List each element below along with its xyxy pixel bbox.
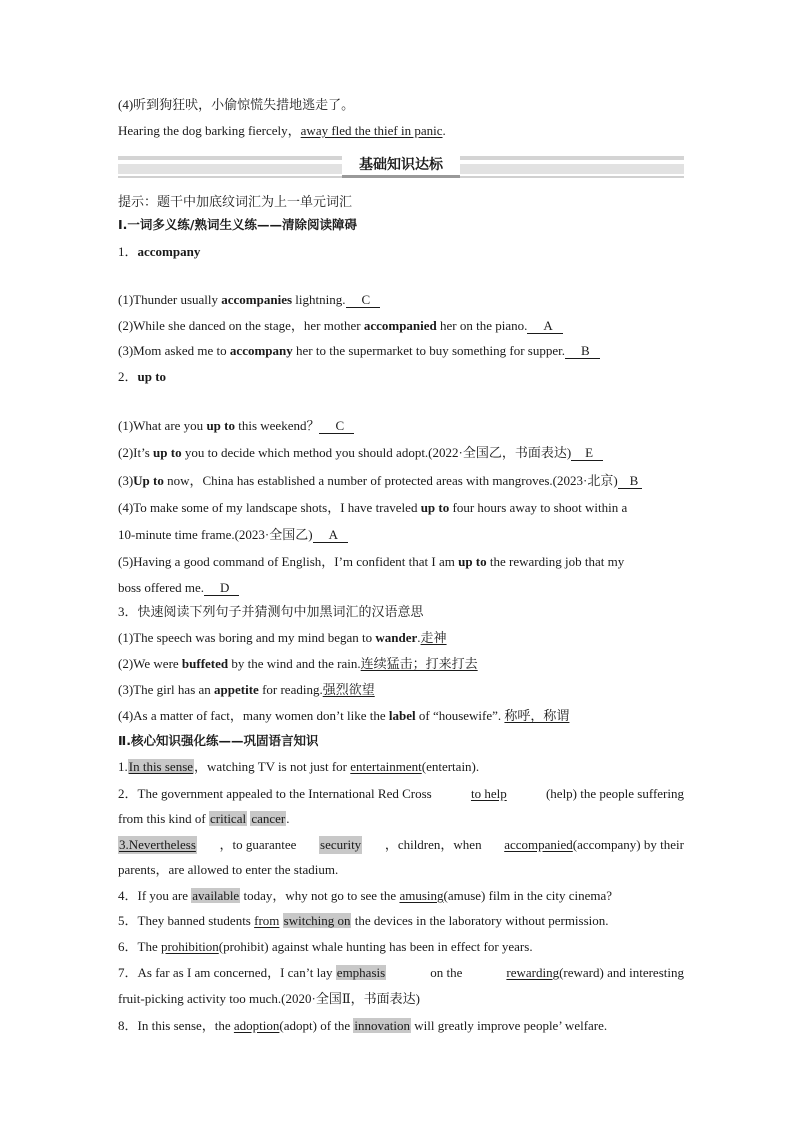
q3-title: 3．快速阅读下列句子并猜测句中加黑词汇的汉语意思	[118, 604, 424, 619]
q3-answer-3: 强烈欲望	[322, 682, 375, 697]
s5: 5．They banned students from switching on the devices in the laboratory without permission.	[118, 913, 609, 928]
q3-answer-1: 走神	[420, 630, 447, 645]
s7-line-1: 7．As far as I am concerned，I can’t lay emphasis on the rewarding(reward) and interesting	[118, 965, 684, 980]
s7-line-2: fruit-picking activity too much.(2020·全国Ⅱ，书面表达)	[118, 991, 421, 1006]
hint-text: 提示：题干中加底纹词汇为上一单元词汇	[118, 194, 353, 209]
q2-item-1: (1)What are you up to this weekend？ C	[118, 417, 684, 435]
q3-answer-2: 连续猛击；打来打去	[360, 656, 478, 671]
part2-title: Ⅱ.核心知识强化练——巩固语言知识	[118, 733, 319, 748]
q1-heading: 1．accompany	[118, 244, 201, 259]
q1-item-1: (1)Thunder usually accompanies lightning. C	[118, 291, 684, 309]
q3-item-2: (2)We were buffeted by the wind and the rain.连续猛击；打来打去	[118, 656, 478, 671]
part1-title: Ⅰ.一词多义练/熟词生义练——清除阅读障碍	[118, 217, 357, 232]
q2-item-2: (2)It’s up to you to decide which method you should adopt.(2022·全国乙，书面表达) E	[118, 444, 684, 462]
q2-answer-5: D	[204, 581, 239, 596]
q2-item-5-cont: boss offered me. D	[118, 579, 684, 597]
q2-item-5: (5)Having a good command of English，I’m confident that I am up to the rewarding job that my	[118, 554, 625, 569]
s1: 1.In this sense，watching TV is not just for entertainment(entertain).	[118, 759, 480, 774]
q3-item-4: (4)As a matter of fact，many women don’t like the label of “housewife”. 称呼，称谓	[118, 708, 570, 723]
q2-answer-4: A	[313, 528, 348, 543]
s3-line-1: 3.Nevertheless ，to guarantee security ，children，when accompanied(accompany) by their	[119, 837, 684, 852]
s2-line-1: 2．The government appealed to the International Red Cross to help (help) the people suffering	[118, 786, 684, 801]
q1-answer-3: B	[565, 344, 600, 359]
s2-line-2: from this kind of critical cancer.	[118, 811, 290, 826]
q2-answer-3: B	[618, 474, 643, 489]
section-header-title: 基础知识达标	[342, 154, 460, 176]
q3-item-1: (1)The speech was boring and my mind began to wander.走神	[118, 630, 447, 645]
q2-item-4: (4)To make some of my landscape shots，I have traveled up to four hours away to shoot within a	[118, 500, 628, 515]
q3-item-3: (3)The girl has an appetite for reading.强烈欲望	[118, 682, 375, 697]
q2-answer-2: E	[571, 446, 603, 461]
q3-answer-4: 称呼，称谓	[504, 708, 570, 723]
top-answer: away fled the thief in panic	[300, 123, 443, 138]
q1-answer-2: A	[527, 319, 562, 334]
top-cn-sentence: (4)听到狗狂吠，小偷惊慌失措地逃走了。	[118, 97, 355, 112]
q2-item-4-cont: 10-minute time frame.(2023·全国乙) A	[118, 526, 684, 544]
q2-answer-1: C	[319, 419, 354, 434]
q1-answer-1: C	[346, 293, 381, 308]
top-en-sentence: Hearing the dog barking fiercely，away fled the thief in panic.	[118, 123, 446, 138]
s8: 8．In this sense，the adoption(adopt) of the innovation will greatly improve people’ welfare.	[118, 1018, 608, 1033]
q2-heading: 2．up to	[118, 369, 167, 384]
s6: 6．The prohibition(prohibit) against whale hunting has been in effect for years.	[118, 939, 533, 954]
q2-item-3: (3)Up to now，China has established a number of protected areas with mangroves.(2023·北京) B	[118, 472, 684, 490]
s3-line-2: parents，are allowed to enter the stadium.	[118, 862, 339, 877]
s4: 4．If you are available today，why not go to see the amusing(amuse) film in the city cinema?	[118, 888, 613, 903]
q1-item-2: (2)While she danced on the stage，her mother accompanied her on the piano. A	[118, 317, 684, 335]
q1-item-3: (3)Mom asked me to accompany her to the supermarket to buy something for supper. B	[118, 342, 684, 360]
